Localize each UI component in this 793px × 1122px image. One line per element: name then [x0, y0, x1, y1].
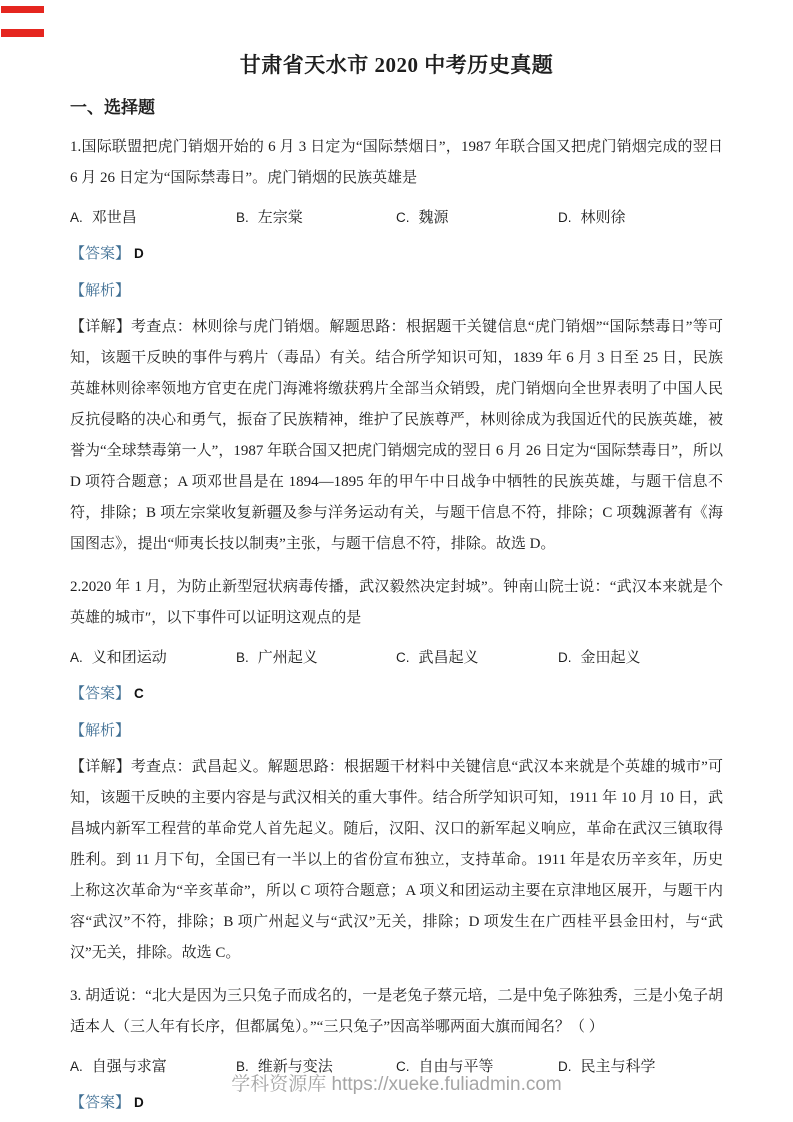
- option-a-label: A.: [70, 650, 83, 665]
- detail-paragraph: 【详解】考查点：林则徐与虎门销烟。解题思路：根据题干关键信息“虎门销烟”“国际禁毒日”等可知，该题干反映的事件与鸦片（毒品）有关。结合所学知识可知，1839 年 6 月 3 日至 25 日，民族英雄林则徐率领地方官吏在虎门海滩将缴获鸦片全部当众销毁，虎门销烟向全世界表明了中国人民反抗侵略的决心和勇气，振奋了民族精神，维护了民族尊严，林则徐成为我国近代的民族英雄，被誉为“全球禁毒第一人”，1987 年联合国又把虎门销烟完成的翌日 6 月 26 日定为“国际禁毒日”，所以 D 项符合题意；A 项邓世昌是在 1894—1895 年的甲午中日战争中牺牲的民族英雄，与题干信息不符，排除；B 项左宗棠收复新疆及参与洋务运动有关，与题干信息不符，排除；C 项魏源著有《海国图志》，提出“师夷长技以制夷”主张，与题干信息不符，排除。故选 D。: [70, 319, 723, 552]
- answer-value: D: [134, 246, 144, 261]
- option-b-text: 广州起义: [257, 650, 318, 666]
- option-b-label: B.: [236, 210, 249, 225]
- option-c-label: C.: [396, 650, 410, 665]
- option-d-text: 林则徐: [580, 210, 626, 226]
- option-c-text: 魏源: [418, 210, 449, 226]
- footer-watermark: 学科资源库 https://xueke.fuliadmin.com: [231, 1074, 562, 1095]
- question-stem: 2.2020 年 1 月，为防止新型冠状病毒传播，武汉毅然决定封城”。钟南山院士说：“武汉本来就是个英雄的城市″，以下事件可以证明这观点的是: [70, 579, 723, 626]
- option-d-label: D.: [558, 1059, 572, 1074]
- option-c-label: C.: [396, 210, 410, 225]
- page-title: 甘肃省天水市 2020 中考历史真题: [239, 53, 554, 77]
- option-b-label: B.: [236, 1059, 249, 1074]
- options-row: [70, 207, 723, 229]
- option-a-label: A.: [70, 1059, 83, 1074]
- analysis-label: 【解析】: [70, 283, 131, 299]
- section-heading: 一、选择题: [70, 98, 155, 117]
- option-d: [558, 207, 723, 229]
- option-d-text: 民主与科学: [580, 1059, 656, 1075]
- option-a-label: A.: [70, 210, 83, 225]
- option-d: [558, 647, 723, 669]
- answer-line: [70, 242, 723, 266]
- corner-red-mark-bottom: [1, 29, 44, 37]
- answer-label: 【答案】: [70, 246, 131, 262]
- option-c-text: 自由与平等: [418, 1059, 494, 1075]
- question-block-2: [70, 572, 723, 969]
- option-c-text: 武昌起义: [418, 650, 479, 666]
- question-stem: 1.国际联盟把虎门销烟开始的 6 月 3 日定为“国际禁烟日”，1987 年联合国又把虎门销烟完成的翌日 6 月 26 日定为“国际禁毒日”。虎门销烟的民族英雄是: [70, 139, 723, 186]
- answer-line: [70, 682, 723, 706]
- option-b-text: 左宗棠: [257, 210, 303, 226]
- option-d-label: D.: [558, 210, 572, 225]
- option-a: [70, 647, 236, 669]
- option-b-text: 维新与变法: [257, 1059, 333, 1075]
- option-d-label: D.: [558, 650, 572, 665]
- option-a-text: 邓世昌: [91, 210, 137, 226]
- answer-label: 【答案】: [70, 686, 131, 702]
- option-a-text: 自强与求富: [91, 1059, 167, 1075]
- answer-value: C: [134, 686, 144, 701]
- option-b: [236, 207, 396, 229]
- question-block-1: [70, 132, 723, 560]
- question-stem: 3. 胡适说：“北大是因为三只兔子而成名的，一是老兔子蔡元培，二是中兔子陈独秀，三是小兔子胡适本人（三人年有长序，但都属兔）。”“三只兔子”因高举哪两面大旗而闻名？（ ）: [70, 988, 723, 1035]
- detail-paragraph: 【详解】考查点：武昌起义。解题思路：根据题干材料中关键信息“武汉本来就是个英雄的城市”可知，该题干反映的主要内容是与武汉相关的重大事件。结合所学知识可知，1911 年 10 月 10 日，武昌城内新军工程营的革命党人首先起义。随后，汉阳、汉口的新军起义响应，革命在武汉三镇取得胜利。到 11 月下旬，全国已有一半以上的省份宣布独立，支持革命。1911 年是农历辛亥年，历史上称这次革命为“辛亥革命”，所以 C 项符合题意；A 项义和团运动主要在京津地区展开，与题干内容“武汉”不符，排除；B 项广州起义与“武汉”无关，排除；D 项发生在广西桂平县金田村，与“武汉”无关，排除。故选 C。: [70, 759, 723, 961]
- answer-value: D: [134, 1095, 144, 1110]
- option-b-label: B.: [236, 650, 249, 665]
- options-row: [70, 647, 723, 669]
- option-a-text: 义和团运动: [91, 650, 167, 666]
- option-c: [396, 647, 558, 669]
- option-c: [396, 207, 558, 229]
- option-a: [70, 207, 236, 229]
- option-d-text: 金田起义: [580, 650, 641, 666]
- option-b: [236, 647, 396, 669]
- analysis-label: 【解析】: [70, 723, 131, 739]
- answer-label: 【答案】: [70, 1095, 131, 1111]
- corner-red-mark-top: [1, 6, 44, 13]
- option-c-label: C.: [396, 1059, 410, 1074]
